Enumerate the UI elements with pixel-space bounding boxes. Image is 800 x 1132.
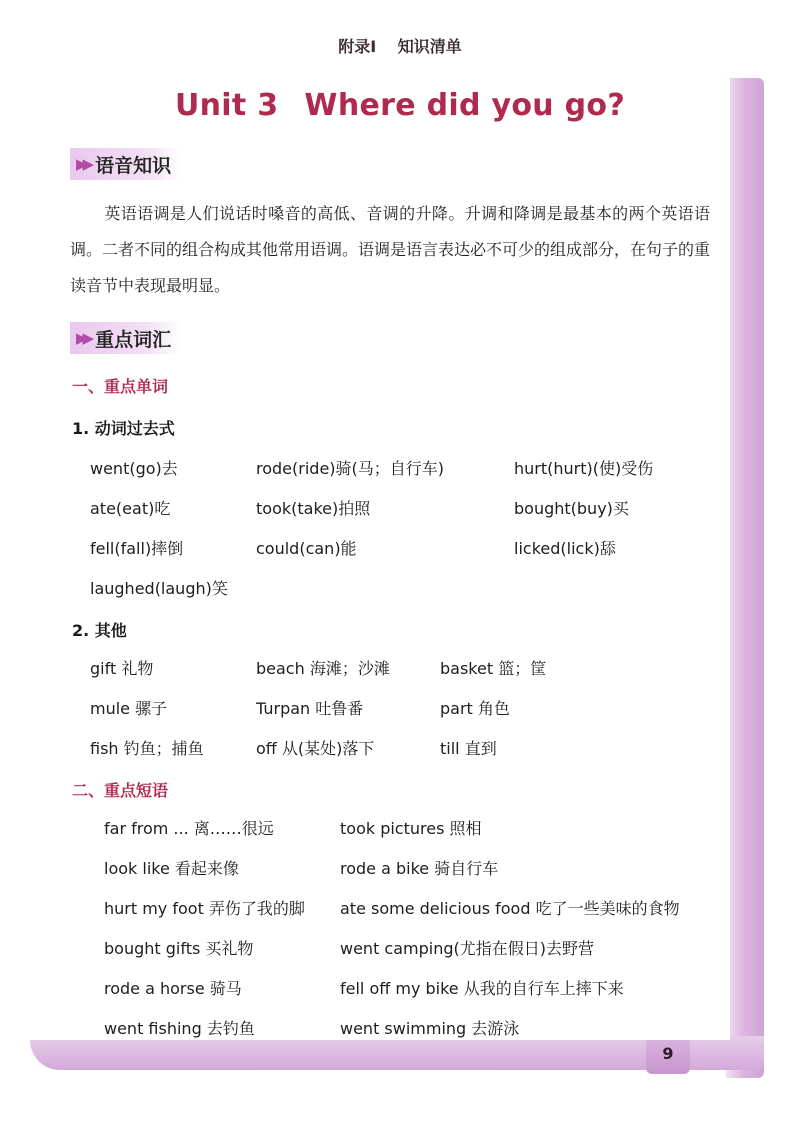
verb-item: licked(lick)舔 <box>514 539 616 558</box>
header-title: 知识清单 <box>397 37 462 56</box>
verbs-heading: 1. 动词过去式 <box>72 419 175 438</box>
page-edge-shadow-right <box>726 78 764 1078</box>
phonetics-paragraph <box>70 196 710 304</box>
verb-item: took(take)拍照 <box>256 499 371 518</box>
phrase-item: far from ... 离……很远 <box>104 819 274 838</box>
unit-question: Where did you go? <box>304 88 626 123</box>
other-item: part 角色 <box>440 699 510 718</box>
other-item: basket 篮；筐 <box>440 659 547 678</box>
section-title-vocab: 重点词汇 <box>95 328 172 351</box>
phrase-item: bought gifts 买礼物 <box>104 939 254 958</box>
section-tag-vocab <box>70 322 181 354</box>
verb-item: hurt(hurt)(使)受伤 <box>514 459 654 478</box>
phrase-item: rode a bike 骑自行车 <box>340 859 499 878</box>
phrases-heading: 二、重点短语 <box>72 781 169 800</box>
page-number: 9 <box>662 1044 674 1063</box>
other-item: gift 礼物 <box>90 659 154 678</box>
phonetics-text: 英语语调是人们说话时嗓音的高低、音调的升降。升调和降调是最基本的两个英语语调。二者不同的组合构成其他常用语调。语调是语言表达必不可少的组成部分，在句子的重读音节中表现最明显。 <box>70 204 711 295</box>
phrase-item: look like 看起来像 <box>104 859 239 878</box>
unit-number: Unit 3 <box>174 88 279 123</box>
verb-item: went(go)去 <box>90 459 178 478</box>
header-part: 附录Ⅰ <box>338 37 377 56</box>
verb-item: rode(ride)骑(马；自行车) <box>256 459 445 478</box>
phrase-item: ate some delicious food 吃了一些美味的食物 <box>340 899 680 918</box>
unit-title <box>0 88 800 123</box>
other-item: off 从(某处)落下 <box>256 739 375 758</box>
verb-item: laughed(laugh)笑 <box>90 579 228 598</box>
phrase-item: fell off my bike 从我的自行车上摔下来 <box>340 979 624 998</box>
words-heading: 一、重点单词 <box>72 377 169 396</box>
phrase-item: went camping(尤指在假日)去野营 <box>340 939 595 958</box>
phrase-item: rode a horse 骑马 <box>104 979 242 998</box>
section-title-phonetics: 语音知识 <box>95 154 172 177</box>
phrase-item: took pictures 照相 <box>340 819 482 838</box>
double-arrow-icon: ▶▶ <box>76 155 90 173</box>
verb-item: fell(fall)摔倒 <box>90 539 184 558</box>
phrase-item: hurt my foot 弄伤了我的脚 <box>104 899 305 918</box>
phrase-item: went swimming 去游泳 <box>340 1019 520 1038</box>
others-heading: 2. 其他 <box>72 621 127 640</box>
verb-item: ate(eat)吃 <box>90 499 171 518</box>
running-header <box>0 34 800 57</box>
verb-item: could(can)能 <box>256 539 357 558</box>
other-item: fish 钓鱼；捕鱼 <box>90 739 204 758</box>
double-arrow-icon: ▶▶ <box>76 329 90 347</box>
other-item: beach 海滩；沙滩 <box>256 659 390 678</box>
other-item: mule 骡子 <box>90 699 168 718</box>
verb-item: bought(buy)买 <box>514 499 629 518</box>
other-item: till 直到 <box>440 739 497 758</box>
other-item: Turpan 吐鲁番 <box>256 699 364 718</box>
phrase-item: went fishing 去钓鱼 <box>104 1019 255 1038</box>
section-tag-phonetics <box>70 148 181 180</box>
